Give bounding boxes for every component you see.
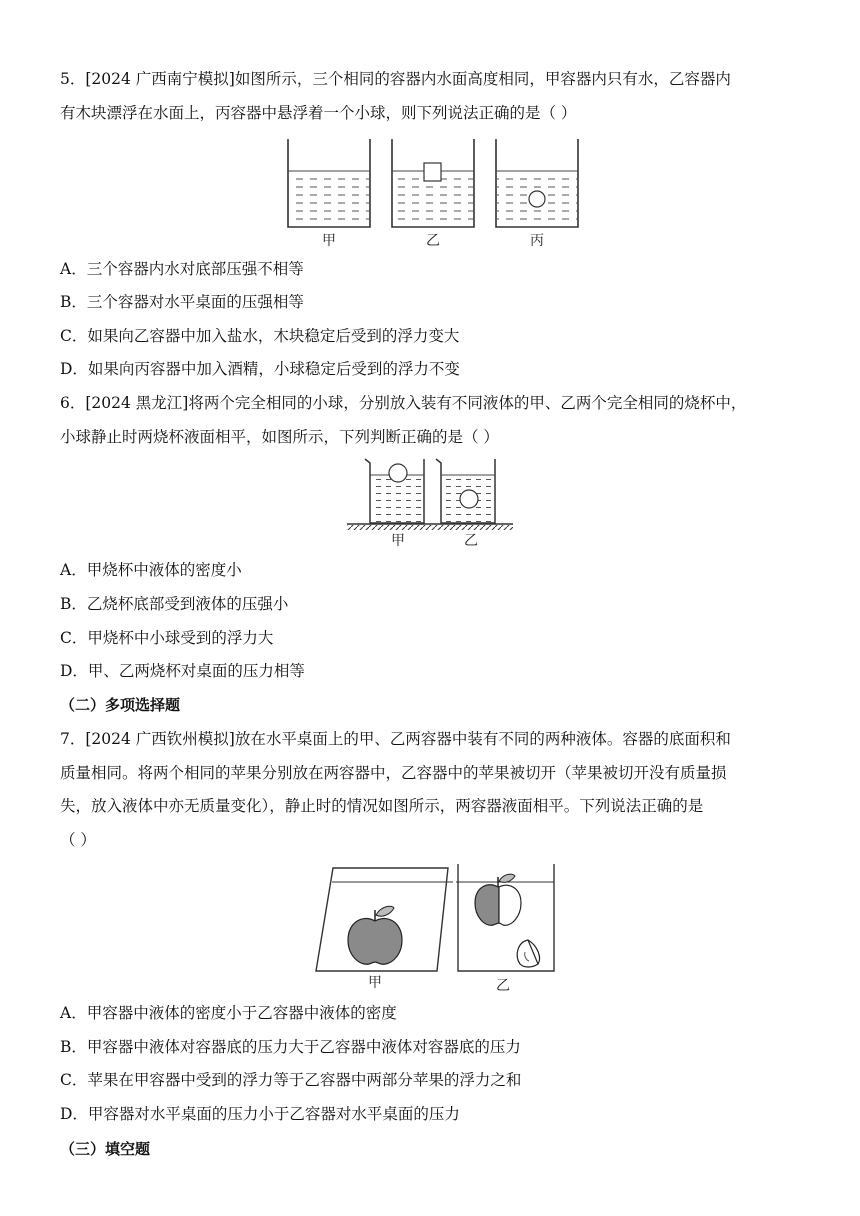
q5-label-yi: 乙 <box>426 233 440 249</box>
ball-yi <box>460 490 478 508</box>
q5-container-bing <box>496 139 578 227</box>
q5-stem-line-2: 有木块漂浮在水面上，丙容器中悬浮着一个小球，则下列说法正确的是（ ） <box>60 104 577 122</box>
q6-table <box>347 524 513 530</box>
section-heading-multiple-choice: （二）多项选择题 <box>60 696 181 714</box>
wood-block <box>424 163 441 181</box>
q7-option-a: A．甲容器中液体的密度小于乙容器中液体的密度 <box>60 1004 397 1022</box>
q5-container-yi <box>392 139 474 227</box>
q5-option-c: C．如果向乙容器中加入盐水，木块稳定后受到的浮力变大 <box>60 327 460 345</box>
q7-figure <box>308 860 558 1000</box>
q6-label-jia: 甲 <box>391 533 405 549</box>
q6-label-yi: 乙 <box>464 533 478 549</box>
q5-option-b: B．三个容器对水平桌面的压强相等 <box>60 293 304 311</box>
q6-option-b: B．乙烧杯底部受到液体的压强小 <box>60 595 289 613</box>
apple-slice-icon <box>517 940 539 967</box>
apple-icon <box>348 906 402 964</box>
q6-beaker-jia <box>365 459 424 523</box>
q5-label-jia: 甲 <box>322 233 336 249</box>
q7-option-d: D．甲容器对水平桌面的压力小于乙容器对水平桌面的压力 <box>60 1105 460 1123</box>
q5-stem-line-1: 5．[2024 广西南宁模拟]如图所示，三个相同的容器内水面高度相同，甲容器内只有水，乙容器内 <box>60 70 731 88</box>
section-heading-fill-in: （三）填空题 <box>60 1140 151 1158</box>
q7-label-jia: 甲 <box>368 975 382 991</box>
q6-option-d: D．甲、乙两烧杯对桌面的压力相等 <box>60 662 305 680</box>
ball-jia <box>389 464 407 482</box>
q5-container-jia <box>288 139 370 227</box>
q6-stem-line-1: 6．[2024 黑龙江]将两个完全相同的小球，分别放入装有不同液体的甲、乙两个完全相同的烧杯中， <box>60 394 747 412</box>
q6-stem-line-2: 小球静止时两烧杯液面相平，如图所示，下列判断正确的是（ ） <box>60 428 499 446</box>
q7-option-b: B．甲容器中液体对容器底的压力大于乙容器中液体对容器底的压力 <box>60 1038 521 1056</box>
q5-option-a: A．三个容器内水对底部压强不相等 <box>60 260 304 278</box>
q5-option-d: D．如果向丙容器中加入酒精，小球稳定后受到的浮力不变 <box>60 360 460 378</box>
q5-figure <box>280 135 580 250</box>
q7-label-yi: 乙 <box>496 978 510 994</box>
q7-stem-line-2: 质量相同。将两个相同的苹果分别放在两容器中，乙容器中的苹果被切开（苹果被切开没有质量损 <box>60 764 727 782</box>
q7-option-c: C．苹果在甲容器中受到的浮力等于乙容器中两部分苹果的浮力之和 <box>60 1071 522 1089</box>
q7-stem-line-1: 7．[2024 广西钦州模拟]放在水平桌面上的甲、乙两容器中装有不同的两种液体。容器的底面积和 <box>60 730 731 748</box>
q6-beaker-yi <box>436 459 495 523</box>
q6-option-c: C．甲烧杯中小球受到的浮力大 <box>60 629 274 647</box>
q7-stem-line-3: 失，放入液体中亦无质量变化），静止时的情况如图所示，两容器液面相平。下列说法正确的是 <box>60 797 704 815</box>
suspended-ball <box>529 191 545 207</box>
q7-stem-line-4: （ ） <box>60 831 96 849</box>
q6-option-a: A．甲烧杯中液体的密度小 <box>60 561 242 579</box>
q6-figure <box>345 455 515 550</box>
q5-label-bing: 丙 <box>530 233 544 249</box>
